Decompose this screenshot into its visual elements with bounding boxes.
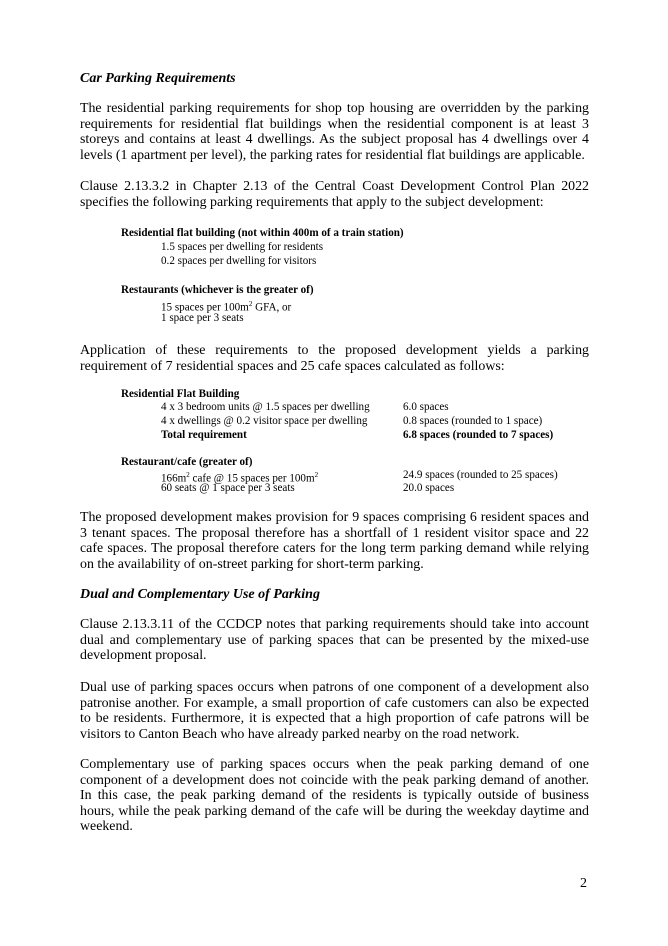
req-rfb-title: Residential flat building (not within 400m of a train station) [121, 227, 404, 239]
calc-row1-label: 4 x 3 bedroom units @ 1.5 spaces per dwelling [161, 401, 370, 413]
req-restaurant-line2: 1 space per 3 seats [161, 312, 244, 324]
req-rfb-line1: 1.5 spaces per dwelling for residents [161, 241, 324, 253]
heading-car-parking: Car Parking Requirements [80, 71, 236, 86]
page-number: 2 [580, 876, 587, 891]
calc-cafe-title: Restaurant/cafe (greater of) [121, 456, 253, 468]
calc-cafe-row1-label: $166m^2$ cafe @ 15 spaces per $100m^2$ [161, 471, 319, 485]
calc-row1-value: 6.0 spaces [403, 401, 449, 413]
calc-cafe-row2-label: 60 seats @ 1 space per 3 seats [161, 482, 295, 494]
paragraph-application: Application of these requirements to the proposed development yields a parking requirement of 7 residential spaces and 25 cafe spaces calculated as follows: [80, 343, 589, 374]
paragraph-complementary-use: Complementary use of parking spaces occurs when the peak parking demand of one component of a development does not coincide with the peak parking demand of another. In this case, the peak parking demand of the residents is typically outside of business hours, while the peak parking demand of the cafe will be during the weekday daytime and weekend. [80, 757, 589, 835]
paragraph-provision: The proposed development makes provision for 9 spaces comprising 6 resident spaces and 3 tenant spaces. The proposal therefore has a shortfall of 1 resident visitor space and 22 cafe spaces. The proposal therefore caters for the long term parking demand while relying on the availability of on-street parking for short-term parking. [80, 510, 589, 572]
heading-dual-complementary: Dual and Complementary Use of Parking [80, 587, 320, 602]
req-restaurant-line1: 15 spaces per $100m^2$ GFA, or [161, 300, 292, 314]
calc-total-label: Total requirement [161, 429, 247, 441]
calc-rfb-title: Residential Flat Building [121, 388, 240, 400]
calc-row2-value: 0.8 spaces (rounded to 1 space) [403, 415, 543, 427]
calc-cafe-row1-value: 24.9 spaces (rounded to 25 spaces) [403, 469, 558, 481]
calc-row2-label: 4 x dwellings @ 0.2 visitor space per dwelling [161, 415, 368, 427]
paragraph-residential-requirements: The residential parking requirements for shop top housing are overridden by the parking requirements for residential flat buildings when the residential component is at least 3 storeys and contains at least 4 dwellings. As the subject proposal has 4 dwellings over 4 levels (1 apartment per level), the parking rates for residential flat buildings are applicable. [80, 101, 589, 163]
req-restaurant-title: Restaurants (whichever is the greater of) [121, 284, 314, 296]
paragraph-clause-2-13-3-2: Clause 2.13.3.2 in Chapter 2.13 of the Central Coast Development Control Plan 2022 specifies the following parking requirements that apply to the subject development: [80, 179, 589, 210]
req-rfb-line2: 0.2 spaces per dwelling for visitors [161, 255, 317, 267]
paragraph-clause-2-13-3-11: Clause 2.13.3.11 of the CCDCP notes that parking requirements should take into account dual and complementary use of parking spaces that can be presented by the mixed-use development proposal. [80, 617, 589, 664]
calc-cafe-row2-value: 20.0 spaces [403, 482, 455, 494]
paragraph-dual-use: Dual use of parking spaces occurs when patrons of one component of a development also patronise another. For example, a small proportion of cafe customers can also be expected to be residents. Furthermore, it is expected that a high proportion of cafe patrons will be visitors to Canton Beach who have already parked nearby on the road network. [80, 680, 589, 742]
calc-total-value: 6.8 spaces (rounded to 7 spaces) [403, 429, 554, 441]
